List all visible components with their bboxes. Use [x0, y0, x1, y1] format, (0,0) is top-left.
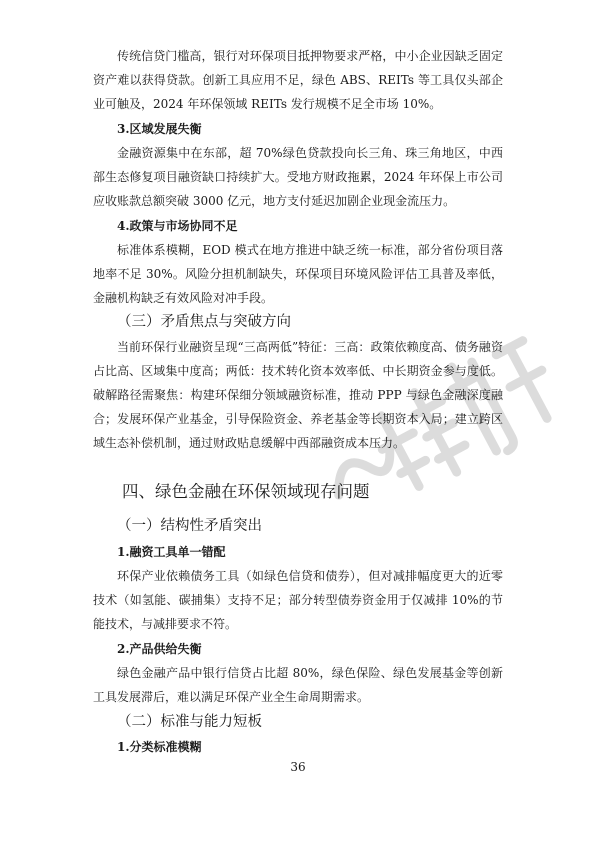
heading-product-supply: 2.产品供给失衡 [117, 642, 202, 656]
heading-classification: 1.分类标准模糊 [117, 740, 202, 754]
paragraph: 绿色金融产品中银行信贷占比超 80%，绿色保险、绿色发展基金等创新工具发展滞后，难以满足环保产业全生命周期需求。 [93, 666, 503, 704]
para-product-supply [93, 661, 503, 709]
para-financing-tools [93, 564, 503, 636]
heading-policy-market: 4.政策与市场协同不足 [117, 219, 238, 233]
paragraph: 环保产业依赖债务工具（如绿色信贷和债券），但对减排幅度更大的近零技术（如氢能、碳捕集）支持不足；部分转型债券资金用于仅减排 10%的节能技术，与减排要求不符。 [93, 569, 503, 631]
heading-financing-tools: 1.融资工具单一错配 [117, 545, 226, 559]
para-traditional-credit [93, 44, 503, 116]
page-number: 36 [290, 760, 306, 774]
heading-standards-capacity: （二）标准与能力短板 [117, 714, 262, 730]
section-heading-4: 四、绿色金融在环保领域现存问题 [122, 482, 370, 501]
paragraph: 传统信贷门槛高，银行对环保项目抵押物要求严格，中小企业因缺乏固定资产难以获得贷款。创新工具应用不足，绿色 ABS、REITs 等工具仅头部企业可触及，2024 年环保领域 REITs 发行规模不足全市场 10%。 [93, 49, 503, 111]
para-region-imbalance [93, 141, 503, 213]
paragraph: 金融资源集中在东部，超 70%绿色贷款投向长三角、珠三角地区，中西部生态修复项目融资缺口持续扩大。受地方财政拖累，2024 年环保上市公司应收账款总额突破 3000 亿元，地方支付延迟加剧企业现金流压力。 [93, 146, 503, 208]
para-policy-market [93, 238, 503, 310]
heading-structural: （一）结构性矛盾突出 [117, 518, 262, 534]
heading-contradiction-focus: （三）矛盾焦点与突破方向 [117, 314, 291, 330]
paragraph: 当前环保行业融资呈现“三高两低”特征：三高：政策依赖度高、债务融资占比高、区域集中度高；两低：技术转化资本效率低、中长期资金参与度低。破解路径需聚焦：构建环保细分领域融资标准，推动 PPP 与绿色金融深度融合；发展环保产业基金，引导保险资金、养老基金等长期资本入局；建立跨区域生态补偿机制，通过财政贴息缓解中西部融资成本压力。 [93, 340, 503, 450]
para-contradiction-focus [93, 335, 503, 455]
paragraph: 标准体系模糊，EOD 模式在地方推进中缺乏统一标准，部分省份项目落地率不足 30%。风险分担机制缺失，环保项目环境风险评估工具普及率低，金融机构缺乏有效风险对冲手段。 [93, 243, 503, 305]
heading-region-imbalance: 3.区域发展失衡 [117, 122, 202, 136]
